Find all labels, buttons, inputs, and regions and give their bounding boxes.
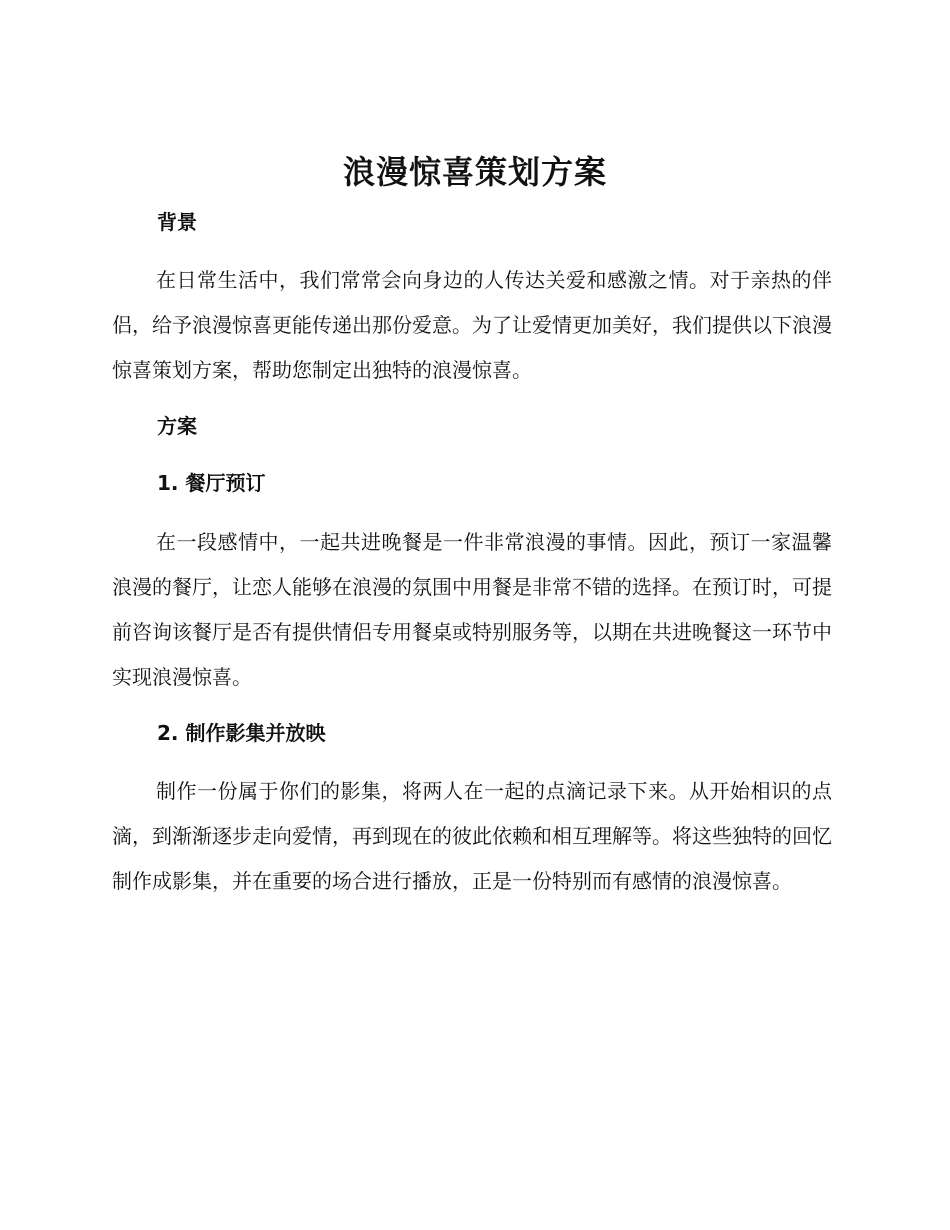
document-title: 浪漫惊喜策划方案 — [342, 153, 607, 191]
paragraph-photo-album: 制作一份属于你们的影集，将两人在一起的点滴记录下来。从开始相识的点滴，到渐渐逐步走向爱情，再到现在的彼此依赖和相互理解等。将这些独特的回忆制作成影集，并在重要的场合进行播放，正是一份特别而有感情的浪漫惊喜。 — [112, 779, 832, 893]
paragraph-restaurant: 在一段感情中，一起共进晚餐是一件非常浪漫的事情。因此，预订一家温馨浪漫的餐厅，让恋人能够在浪漫的氛围中用餐是非常不错的选择。在预订时，可提前咨询该餐厅是否有提供情侣专用餐桌或特别服务等，以期在共进晚餐这一环节中实现浪漫惊喜。 — [112, 530, 832, 689]
item-heading-restaurant: 1. 餐厅预订 — [157, 471, 266, 495]
section-heading-plan: 方案 — [157, 414, 197, 438]
section-heading-background: 背景 — [157, 210, 197, 234]
paragraph-background: 在日常生活中，我们常常会向身边的人传达关爱和感激之情。对于亲热的伴侣，给予浪漫惊喜更能传递出那份爱意。为了让爱情更加美好，我们提供以下浪漫惊喜策划方案，帮助您制定出独特的浪漫惊喜。 — [112, 268, 832, 382]
item-heading-photo-album: 2. 制作影集并放映 — [157, 721, 326, 745]
